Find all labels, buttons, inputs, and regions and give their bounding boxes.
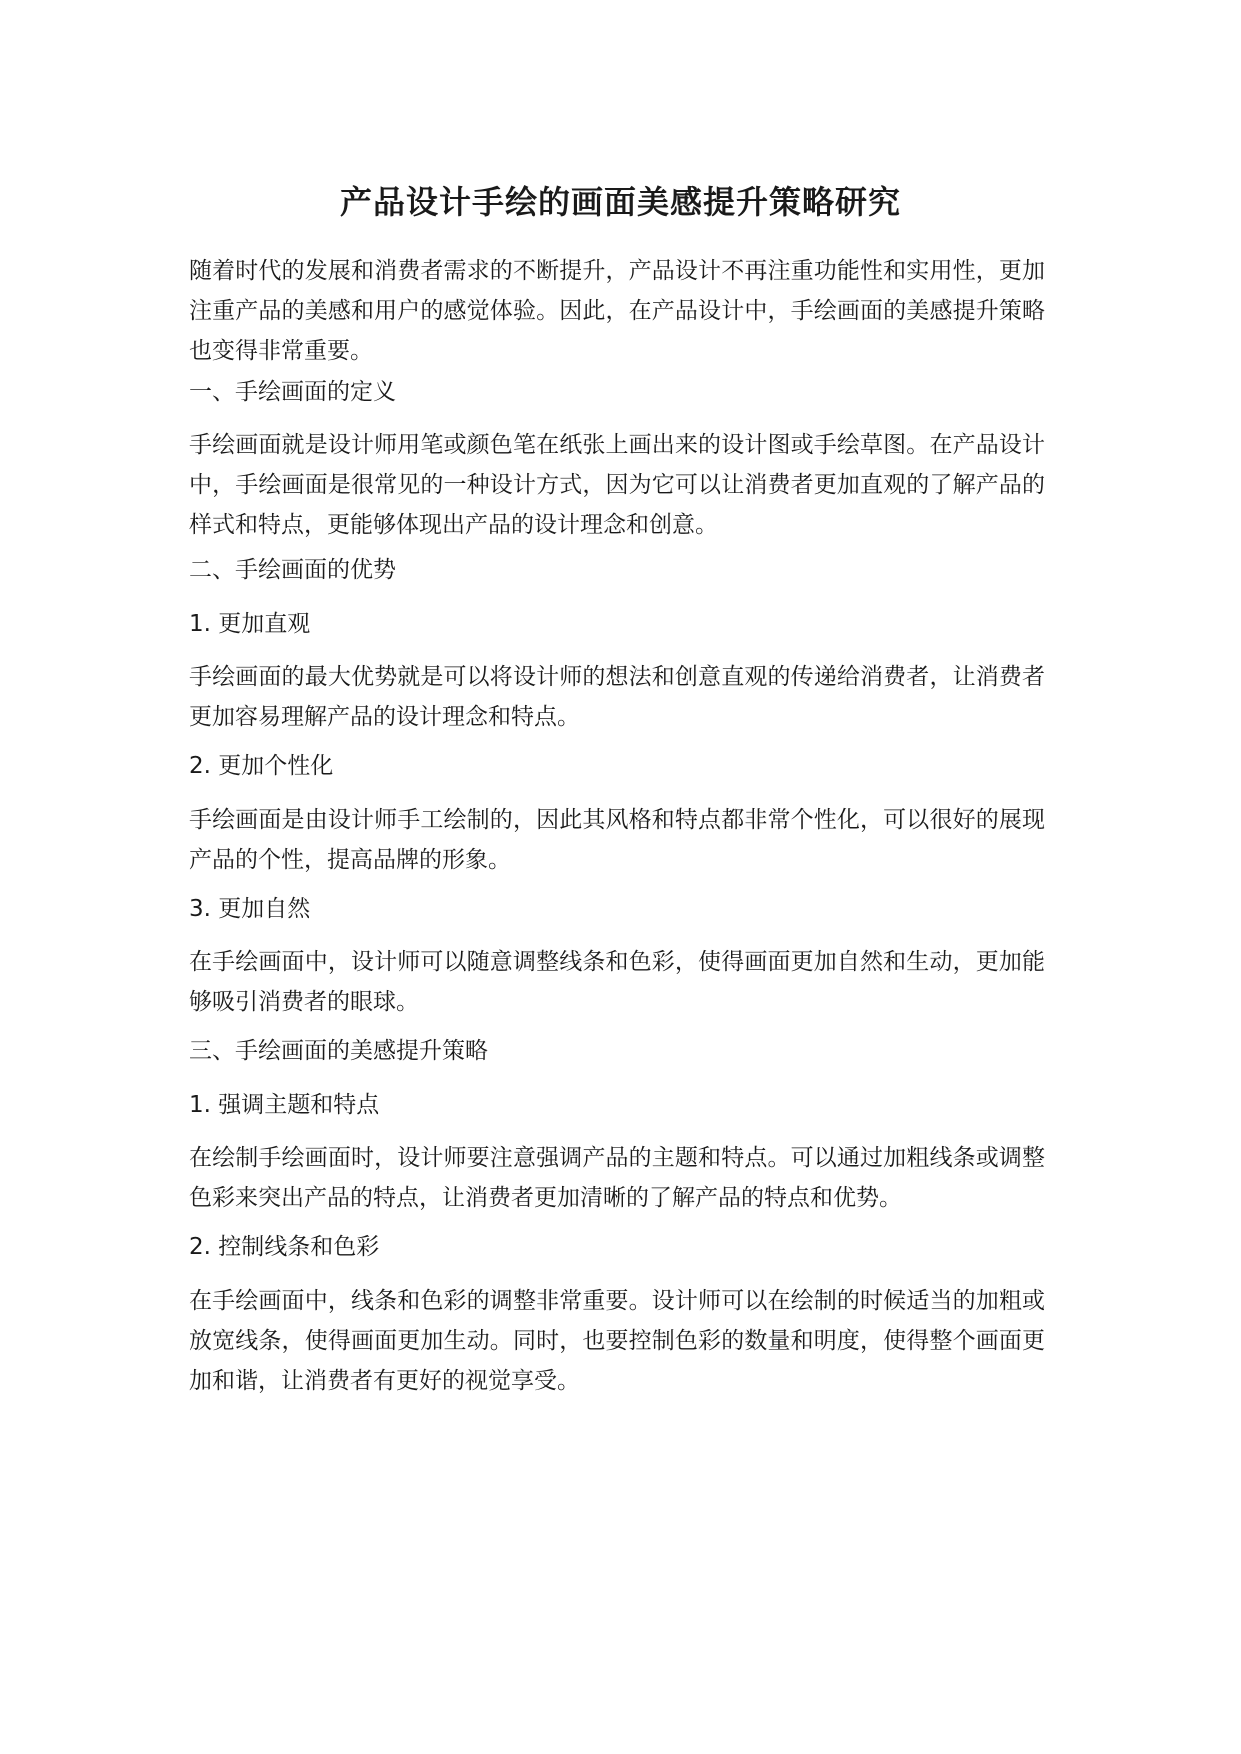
section-2-item-1-heading: 1. 更加直观 — [189, 611, 311, 637]
section-3-item-1-paragraph: 在绘制手绘画面时，设计师要注意强调产品的主题和特点。可以通过加粗线条或调整色彩来突出产品的特点，让消费者更加清晰的了解产品的特点和优势。 — [189, 1145, 1045, 1211]
section-2-item-2-paragraph: 手绘画面是由设计师手工绘制的，因此其风格和特点都非常个性化，可以很好的展现产品的个性，提高品牌的形象。 — [189, 807, 1045, 873]
section-2-item-2-heading: 2. 更加个性化 — [189, 753, 334, 779]
section-2-heading: 二、手绘画面的优势 — [189, 557, 396, 583]
section-3-item-2-heading: 2. 控制线条和色彩 — [189, 1234, 380, 1260]
section-1-paragraph: 手绘画面就是设计师用笔或颜色笔在纸张上画出来的设计图或手绘草图。在产品设计中，手绘画面是很常见的一种设计方式，因为它可以让消费者更加直观的了解产品的样式和特点，更能够体现出产品的设计理念和创意。 — [189, 432, 1045, 538]
section-3-heading: 三、手绘画面的美感提升策略 — [189, 1038, 488, 1064]
intro-paragraph: 随着时代的发展和消费者需求的不断提升，产品设计不再注重功能性和实用性，更加注重产品的美感和用户的感觉体验。因此，在产品设计中，手绘画面的美感提升策略也变得非常重要。 — [189, 258, 1045, 364]
section-2-item-1-paragraph: 手绘画面的最大优势就是可以将设计师的想法和创意直观的传递给消费者，让消费者更加容易理解产品的设计理念和特点。 — [189, 664, 1045, 730]
section-3-item-1-heading: 1. 强调主题和特点 — [189, 1092, 380, 1118]
section-3-item-2-paragraph: 在手绘画面中，线条和色彩的调整非常重要。设计师可以在绘制的时候适当的加粗或放宽线条，使得画面更加生动。同时，也要控制色彩的数量和明度，使得整个画面更加和谐，让消费者有更好的视觉享受。 — [189, 1288, 1045, 1394]
section-2-item-3-heading: 3. 更加自然 — [189, 896, 311, 922]
section-2-item-3-paragraph: 在手绘画面中，设计师可以随意调整线条和色彩，使得画面更加自然和生动，更加能够吸引消费者的眼球。 — [189, 949, 1045, 1015]
section-1-heading: 一、手绘画面的定义 — [189, 379, 396, 405]
document-title: 产品设计手绘的画面美感提升策略研究 — [339, 183, 901, 221]
